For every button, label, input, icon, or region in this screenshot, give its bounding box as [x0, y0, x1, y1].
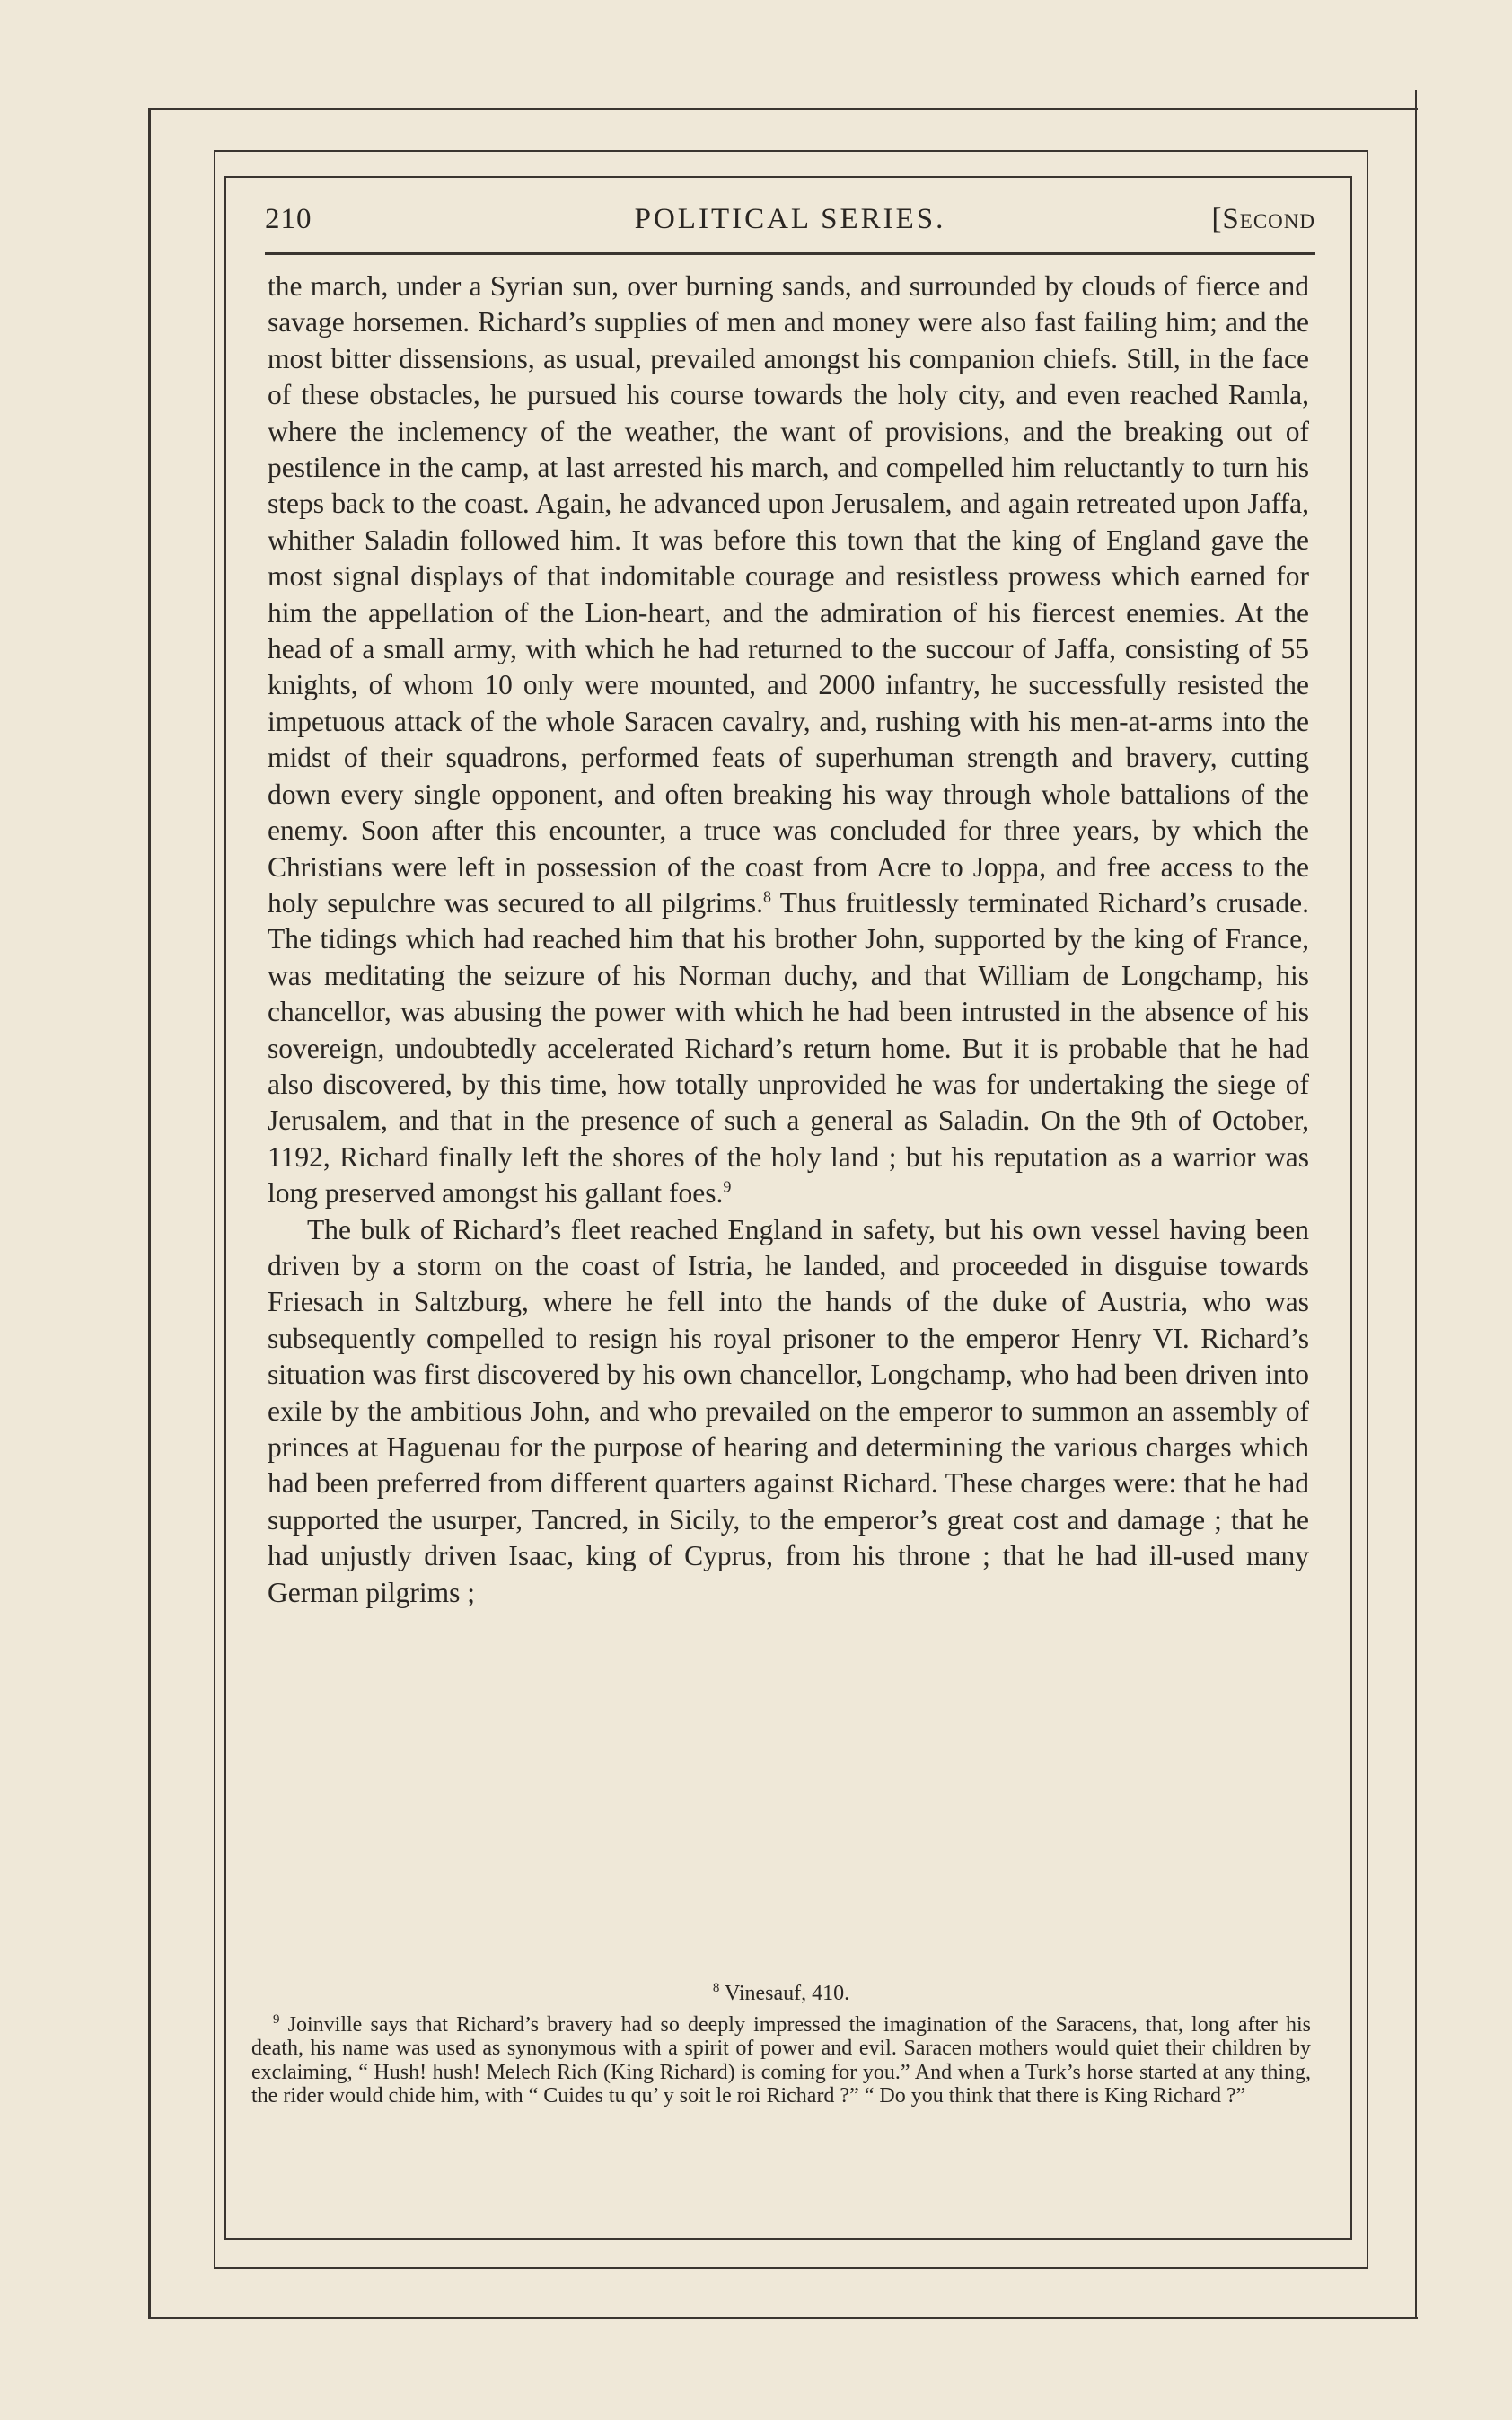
- frame-mid-right: [1367, 150, 1368, 2269]
- footnote-ref-8[interactable]: 8: [763, 887, 772, 906]
- frame-outer-right: [1415, 90, 1417, 2319]
- footnote-9: [251, 2008, 1311, 2108]
- body-text: [268, 268, 1309, 1611]
- frame-mid-left: [214, 150, 215, 2269]
- footnote-8-mark: 8: [712, 1981, 720, 1995]
- footnote-8-text: Vinesauf, 410.: [724, 1982, 850, 2005]
- book-page: [224, 176, 1352, 2240]
- paragraph-1-continued: Thus fruitlessly terminated Richard’s crusade. The tidings which had reached him that his brother John, supported by the king of France, was meditating the seizure of his Norman duchy, and that William de Longchamp, his chancellor, was abusing the power with which he had been intrusted in the absence of his sovereign, undoubtedly accelerated Richard’s return home. But it is probable that he had also discovered, by this time, how totally unprovided he was for undertaking the siege of Jerusalem, and that in the presence of such a general as Saladin. On the 9th of October, 1192, Richard finally left the shores of the holy land ; but his reputation as a warrior was long preserved amongst his gallant foes.: [268, 886, 1309, 1210]
- footnote-9-text: Joinville says that Richard’s bravery had so deeply impressed the imagination of the Saracens, that, long after his death, his name was used as synonymous with a spirit of power and evil. Saracen mothers would quiet their children by exclaiming, “ Hush! hush! Melech Rich (King Richard) is coming for you.” And when a Turk’s horse started at any thing, the rider would chide him, with “ Cuides tu qu’ y soit le roi Richard ?” “ Do you think that there is King Richard ?”: [251, 2012, 1312, 2108]
- frame-outer-top: [148, 108, 1418, 110]
- footnotes: [251, 1976, 1311, 2108]
- footnote-9-mark: 9: [273, 2011, 280, 2027]
- header-rule: [265, 252, 1315, 255]
- running-title: POLITICAL SERIES.: [634, 203, 946, 235]
- section-tag: [Second: [1211, 203, 1315, 235]
- footnote-ref-9[interactable]: 9: [723, 1177, 732, 1196]
- running-header: [265, 203, 1315, 253]
- page-number: 210: [265, 203, 312, 235]
- frame-outer-bottom: [148, 2317, 1418, 2319]
- paragraph-2: The bulk of Richard’s fleet reached England in safety, but his own vessel having been driven by a storm on the coast of Istria, he landed, and proceeded in disguise towards Friesach in Saltzburg, where he fell into the hands of the duke of Austria, who was subsequently compelled to resign his royal prisoner to the emperor Henry VI. Richard’s situation was first discovered by his own chancellor, Longchamp, who had been driven into exile by the ambitious John, and who prevailed on the emperor to summon an assembly of princes at Haguenau for the purpose of hearing and determining the various charges which had been preferred from different quarters against Richard. These charges were: that he had supported the usurper, Tancred, in Sicily, to the emperor’s great cost and damage ; that he had unjustly driven Isaac, king of Cyprus, from his throne ; that he had ill-used many German pilgrims ;: [268, 1213, 1309, 1608]
- paragraph-1-text: the march, under a Syrian sun, over burning sands, and surrounded by clouds of fierce and savage horsemen. Richard’s supplies of men and money were also fast failing him; and the most bitter dissensions, as usual, prevailed amongst his companion chiefs. Still, in the face of these obstacles, he pursued his course towards the holy city, and even reached Ramla, where the inclemency of the weather, the want of provisions, and the breaking out of pestilence in the camp, at last arrested his march, and compelled him reluctantly to turn his steps back to the coast. Again, he advanced upon Jerusalem, and again retreated upon Jaffa, whither Saladin followed him. It was before this town that the king of England gave the most signal displays of that indomitable courage and resistless prowess which earned for him the appellation of the Lion-heart, and the admiration of his fiercest enemies. At the head of a small army, with which he had returned to the succour of Jaffa, consisting of 55 knights, of whom 10 only were mounted, and 2000 infantry, he successfully resisted the impetuous attack of the whole Saracen cavalry, and, rushing with his men-at-arms into the midst of their squadrons, performed feats of superhuman strength and bravery, cutting down every single opponent, and often breaking his way through whole battalions of the enemy. Soon after this encounter, a truce was concluded for three years, by which the Christians were left in possession of the coast from Acre to Joppa, and free access to the holy sepulchre was secured to all pilgrims.: [268, 270, 1309, 919]
- frame-mid-bottom: [214, 2267, 1368, 2269]
- footnote-8: [251, 1976, 1311, 2006]
- frame-mid-top: [214, 150, 1368, 152]
- frame-outer-left: [148, 108, 151, 2319]
- paragraph-1: [268, 268, 1309, 1212]
